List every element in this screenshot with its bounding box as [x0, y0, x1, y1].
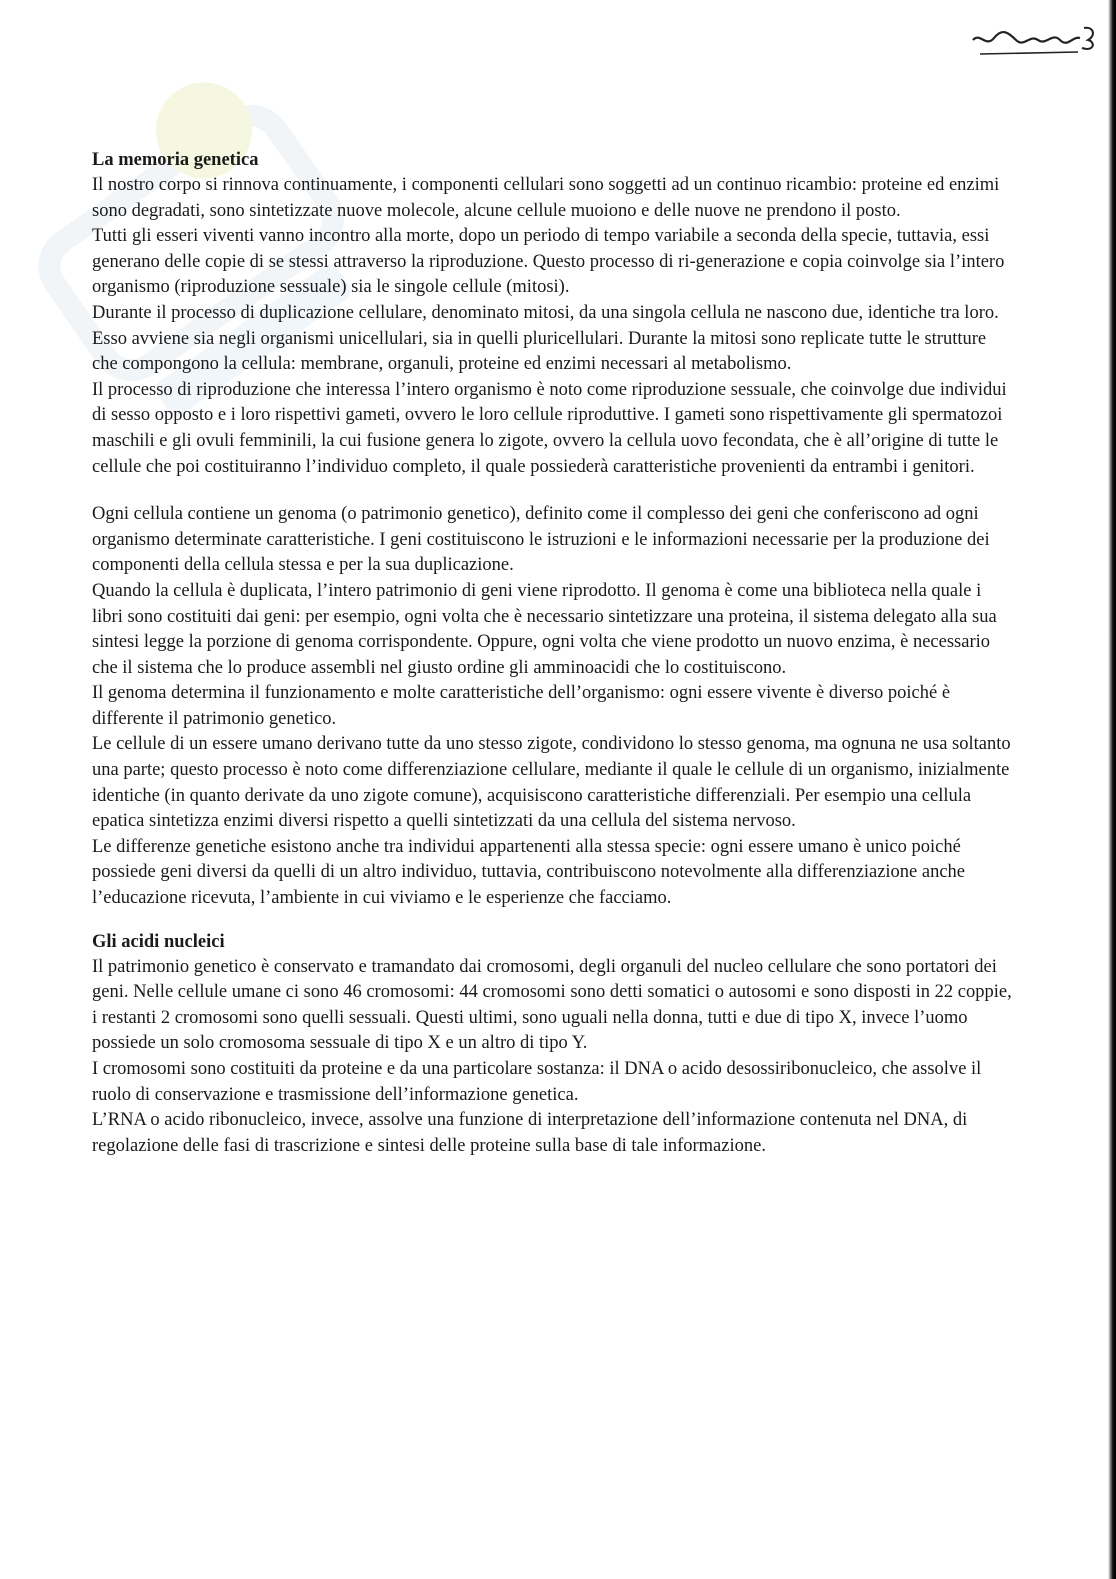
paragraph: Quando la cellula è duplicata, l’intero patrimonio di geni viene riprodotto. Il genoma è come una biblioteca nella quale i libri sono costituiti dai geni: per esempio, ogni volta che è necessario sintetizzare una proteina, il sistema delegato alla sua sintesi legge la porzione di genoma corrispondente. Oppure, ogni volta che viene prodotto un nuovo enzima, è necessario che il sistema che lo produce assembli nel giusto ordine gli amminoacidi che lo costituiscono.: [92, 580, 997, 678]
paragraph: Le differenze genetiche esistono anche tra individui appartenenti alla stessa specie: ogni essere umano è unico poiché possiede geni diversi da quelli di un altro individuo, tuttavia, contribuiscono notevolmente alla differenziazione anche l’educazione ricevuta, l’ambiente in cui viviamo e le esperienze che facciamo.: [92, 836, 966, 909]
spacer: [92, 912, 1012, 930]
paragraph: Il nostro corpo si rinnova continuamente, i componenti cellulari sono soggetti ad un continuo ricambio: proteine ed enzimi sono degradati, sono sintetizzate nuove molecole, alcune cellule muoiono e delle nuove ne prendono il posto.: [92, 175, 1000, 221]
paragraph: Il genoma determina il funzionamento e molte caratteristiche dell’organismo: ogni essere vivente è diverso poiché è differente il patrimonio genetico.: [92, 683, 951, 729]
paragraph: Le cellule di un essere umano derivano tutte da uno stesso zigote, condividono lo stesso genoma, ma ognuna ne usa soltanto una parte; questo processo è noto come differenziazione cellulare, mediante il quale le cellule di un organismo, inizialmente identiche (in quanto derivate da uno zigote comune), acquisiscono caratteristiche differenziali. Per esempio una cellula epatica sintetizza enzimi diversi rispetto a quelli sintetizzati da una cellula del sistema nervoso.: [92, 734, 1011, 832]
section-heading: Gli acidi nucleici: [92, 931, 225, 952]
paragraph: Tutti gli esseri viventi vanno incontro alla morte, dopo un periodo di tempo variabile a seconda della specie, tuttavia, essi generano delle copie di se stessi attraverso la riproduzione. Questo processo di ri-generazione e copia coinvolge sia l’intero organismo (riproduzione sessuale) sia le singole cellule (mitosi).: [92, 226, 1005, 298]
section-memoria-genetica: [92, 148, 1012, 480]
section-heading: La memoria genetica: [92, 150, 259, 170]
paragraph: I cromosomi sono costituiti da proteine e da una particolare sostanza: il DNA o acido desossiribonucleico, che assolve il ruolo di conservazione e trasmissione dell’informazione genetica.: [92, 1059, 982, 1105]
paragraph: Ogni cellula contiene un genoma (o patrimonio genetico), definito come il complesso dei geni che conferiscono ad ogni organismo determinate caratteristiche. I geni costituiscono le istruzioni e le informazioni necessarie per la produzione dei componenti della cellula stessa e per la sua duplicazione.: [92, 504, 990, 576]
paragraph: L’RNA o acido ribonucleico, invece, assolve una funzione di interpretazione dell’informazione contenuta nel DNA, di regolazione delle fasi di trascrizione e sintesi delle proteine sulla base di tale informazione.: [92, 1110, 968, 1156]
section-acidi-nucleici: [92, 930, 1012, 1160]
document-page: [92, 148, 1012, 1159]
paragraph: Il patrimonio genetico è conservato e tramandato dai cromosomi, degli organuli del nucleo cellulare che sono portatori dei geni. Nelle cellule umane ci sono 46 cromosomi: 44 cromosomi sono detti somatici o autosomi e sono disposti in 22 coppie, i restanti 2 cromosomi sono quelli sessuali. Questi ultimi, sono uguali nella donna, tutti e due di tipo X, invece l’uomo possiede un solo cromosoma sessuale di tipo X e un altro di tipo Y.: [92, 956, 1012, 1054]
paragraph: Durante il processo di duplicazione cellulare, denominato mitosi, da una singola cellula ne nascono due, identiche tra loro. Esso avviene sia negli organismi unicellulari, sia in quelli pluricellulari. Durante la mitosi sono replicate tutte le strutture che compongono la cellula: membrane, organuli, proteine ed enzimi necessari al metabolismo.: [92, 302, 999, 375]
spacer: [92, 480, 1012, 502]
handwritten-mark: [968, 10, 1098, 60]
scan-border: [1108, 0, 1116, 1579]
paragraph: Il processo di riproduzione che interessa l’intero organismo è noto come riproduzione sessuale, che coinvolge due individui di sesso opposto e i loro rispettivi gameti, ovvero le loro cellule riproduttive. I gameti sono rispettivamente gli spermatozoi maschili e gli ovuli femminili, la cui fusione genera lo zigote, ovvero la cellula uovo fecondata, che è all’origine di tutte le cellule che poi costituiranno l’individuo completo, il quale possiederà caratteristiche provenienti da entrambi i genitori.: [92, 379, 1007, 477]
section-genoma: [92, 502, 1012, 912]
